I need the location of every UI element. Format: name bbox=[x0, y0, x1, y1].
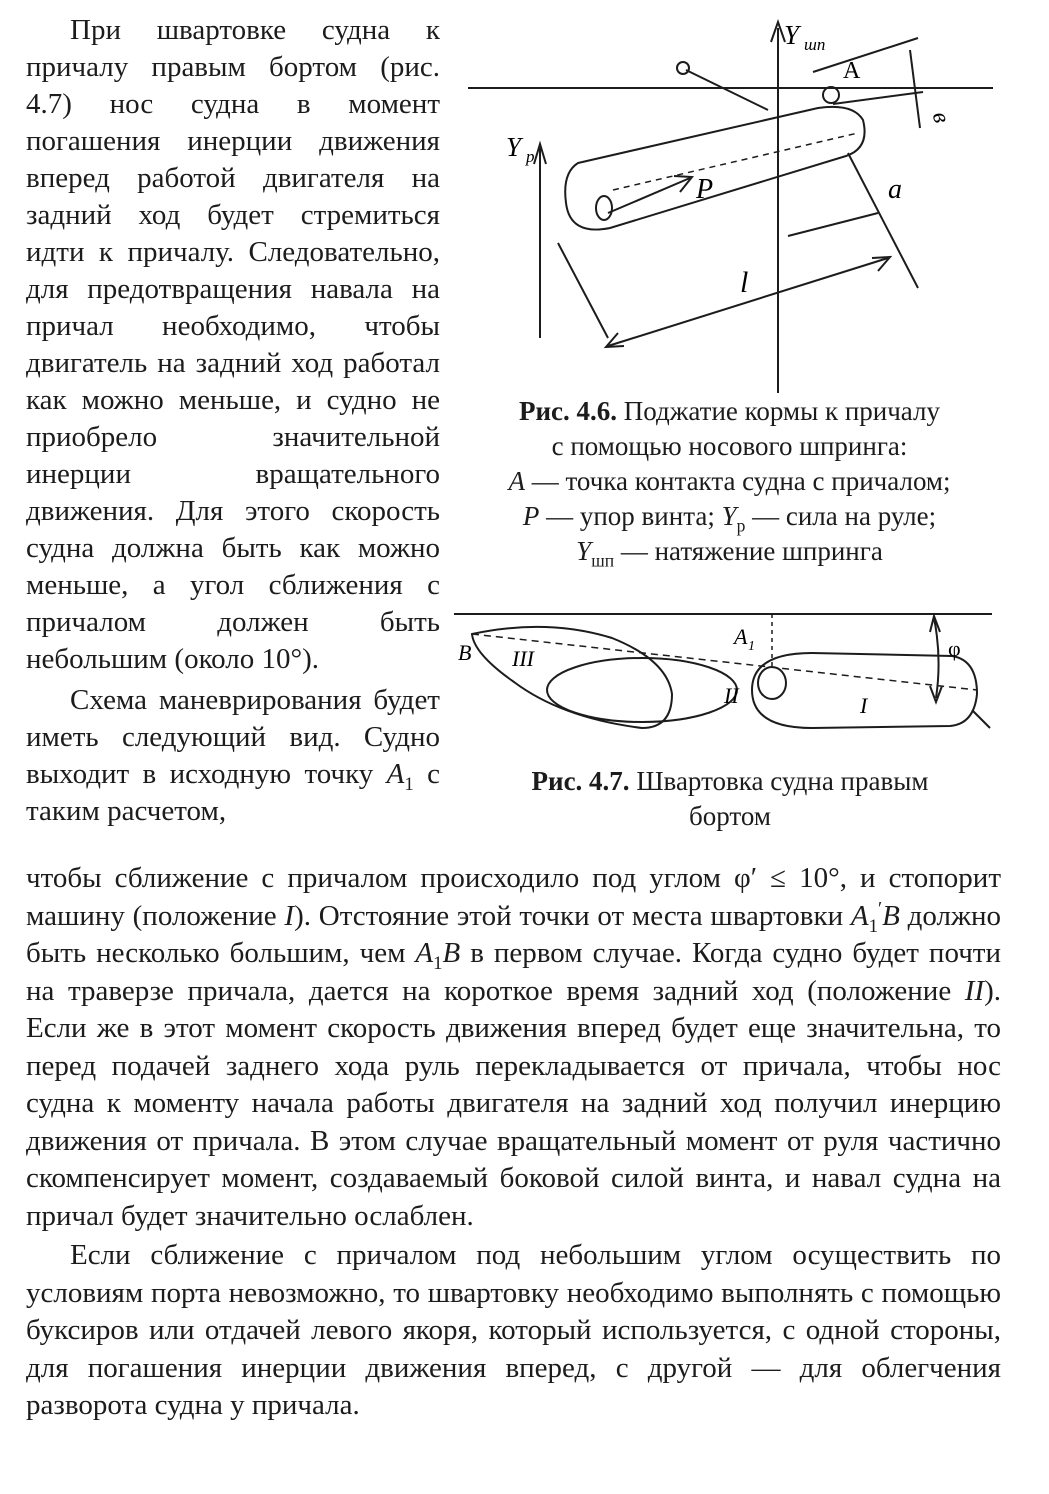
label-y-rudder: Y bbox=[506, 132, 522, 162]
figure-4-7-caption: Рис. 4.7. Швартовка судна правым бортом bbox=[531, 766, 929, 831]
label-point-b: B bbox=[458, 640, 472, 665]
label-position-i: I bbox=[860, 693, 868, 718]
paragraph-2-continued: чтобы сближение с причалом происходило под углом φ′ ≤ 10°, и стопорит машину (положение I). Отстояние этой точки от места швартовки $A_1'B$ должно быть несколько большим, чем $A_1B$ в первом случае. Когда судно будет почти на траверзе причала, дается на короткое время задний ход (положение II). Если же в этот момент скорость движения вперед будет еще значительна, то перед подачей заднего хода руль перекладывается от причала, чтобы нос судна к моменту начала работы двигателя на задний ход получил инерцию движения от причала. В этом случае вращательный момент от руля частично скомпенсирует момент, создаваемый боковой силой винта, и навал судна на причал будет значительно ослаблен. bbox=[26, 862, 1002, 1232]
paragraph-2-start: Схема маневрирования будет иметь следующий вид. Судно выходит в исходную точку $A_1$ с таким расчетом, bbox=[26, 684, 440, 827]
figure-4-6-caption: Рис. 4.6. Поджатие кормы к причалу с помощью носового шпринга: A — точка контакта судна с причалом; P — упор винта; $Y_р$ — сила на руле; $Y_{шп}$ — натяжение шпринга bbox=[508, 396, 951, 571]
figure-4-6 bbox=[458, 8, 998, 393]
label-dim-b: в bbox=[926, 109, 955, 126]
label-point-a1-sub: 1 bbox=[748, 639, 755, 654]
figure-4-6-drawing bbox=[458, 8, 998, 393]
label-y-spring-sub: шп bbox=[804, 35, 826, 54]
label-y-spring: Y bbox=[784, 20, 800, 50]
label-point-a: A bbox=[843, 58, 861, 84]
label-thrust: P bbox=[696, 174, 714, 205]
label-y-rudder-sub: р bbox=[526, 147, 535, 166]
label-dim-l: l bbox=[740, 266, 749, 299]
label-position-ii: II bbox=[724, 683, 739, 708]
label-dim-a: a bbox=[888, 174, 902, 205]
full-width-text bbox=[26, 860, 1001, 1425]
left-column-text bbox=[26, 12, 440, 830]
label-point-a1: A bbox=[734, 624, 748, 649]
label-position-iii: III bbox=[512, 646, 534, 671]
paragraph-1: При швартовке судна к причалу правым бортом (рис. 4.7) нос судна в момент погашения инерции движения вперед работой двигателя на задний ход будет стремиться идти к причалу. Следовательно, для предотвращения навала на причал необходимо, чтобы двигатель на задний ход работал как можно меньше, и судно не приобрело значительной инерции вращательного движения. Для этого скорость судна должна быть как можно меньше, а угол сближения с причалом должен быть небольшим (около 10°). bbox=[26, 14, 440, 675]
label-phi: φ bbox=[948, 636, 961, 661]
point-a1: A bbox=[386, 758, 405, 790]
figure-4-7-drawing bbox=[452, 598, 1000, 758]
figure-4-7 bbox=[452, 598, 1000, 758]
paragraph-3: Если сближение с причалом под небольшим углом осуществить по условиям порта невозможно, то швартовку необходимо выполнять с помощью буксиров или отдачей левого якоря, который используется, с одной стороны, для погашения инерции движения вперед, с другой — для облегчения разворота судна у причала. bbox=[26, 1239, 1001, 1421]
